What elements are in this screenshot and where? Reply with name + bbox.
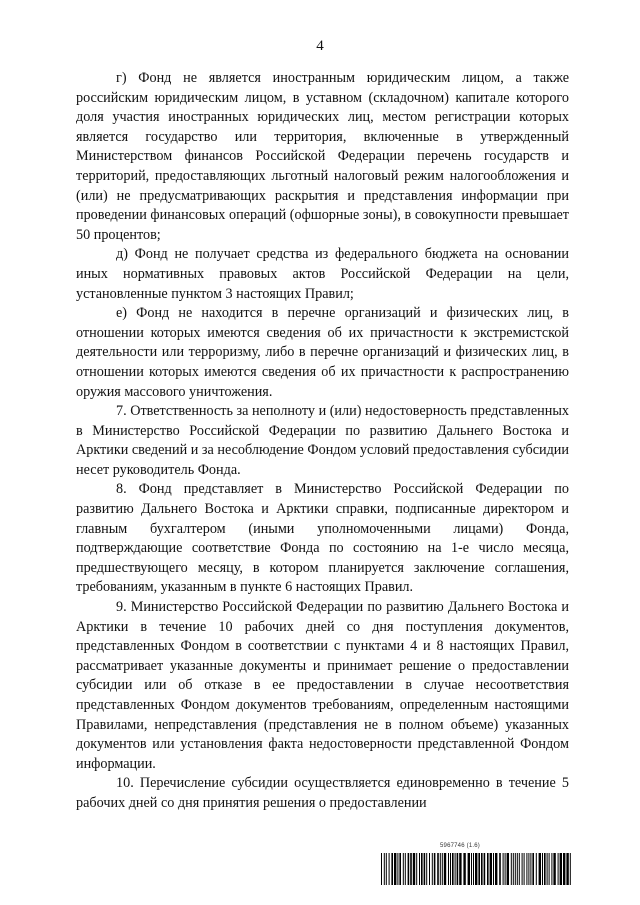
barcode-label: 5967746 (1.6) xyxy=(440,843,480,849)
paragraph-8: 8. Фонд представляет в Министерство Российской Федерации по развитию Дальнего Востока и Арктики справки, подписанные директором и главным бухгалтером (иными уполномоченными лицами) Фонда, подтверждающие соответствие Фонда по состоянию на 1-е число месяца, предшествующего месяцу, в котором планируется заключение соглашения, требованиям, указанным в пункте 6 настоящих Правил. xyxy=(76,481,569,596)
page-number: 4 xyxy=(316,38,324,54)
barcode-block xyxy=(380,843,572,887)
paragraph-e: е) Фонд не находится в перечне организаций и физических лиц, в отношении которых имеются сведения об их причастности к экстремистской деятельности или терроризму, либо в перечне организаций и физических лиц, в отношении которых имеются сведения об их причастности к распространению оружия массового уничтожения. xyxy=(76,305,569,400)
paragraph-g: г) Фонд не является иностранным юридическим лицом, а также российским юридическим лицом, в уставном (складочном) капитале которого доля участия иностранных юридических лиц, местом регистрации которых является государство или территория, включенные в утвержденный Министерством финансов Российской Федерации перечень государств и территорий, предоставляющих льготный налоговый режим налогообложения и (или) не предусматривающих раскрытия и представления информации при проведении финансовых операций (офшорные зоны), в совокупности превышает 50 процентов; xyxy=(76,70,569,243)
paragraph-7: 7. Ответственность за неполноту и (или) недостоверность представленных в Министерство Российской Федерации по развитию Дальнего Востока и Арктики сведений и за несоблюдение Фондом условий предоставления субсидии несет руководитель Фонда. xyxy=(76,403,569,478)
barcode-image xyxy=(380,853,572,885)
paragraph-d: д) Фонд не получает средства из федерального бюджета на основании иных нормативных правовых актов Российской Федерации на цели, установленные пунктом 3 настоящих Правил; xyxy=(76,246,569,302)
paragraph-10: 10. Перечисление субсидии осуществляется единовременно в течение 5 рабочих дней со дня принятия решения о предоставлении xyxy=(76,775,569,811)
document-body xyxy=(76,69,569,814)
paragraph-9: 9. Министерство Российской Федерации по развитию Дальнего Востока и Арктики в течение 10 рабочих дней со дня поступления документов, представленных Фондом в соответствии с пунктами 4 и 8 настоящих Правил, рассматривает указанные документы и принимает решение о предоставлении субсидии или об отказе в ее предоставлении в случае несоответствия представленных Фондом документов требованиям, определенным настоящими Правилами, непредставления (представления не в полном объеме) указанных документов или установления факта недостоверности представленной Фондом информации. xyxy=(76,599,569,772)
